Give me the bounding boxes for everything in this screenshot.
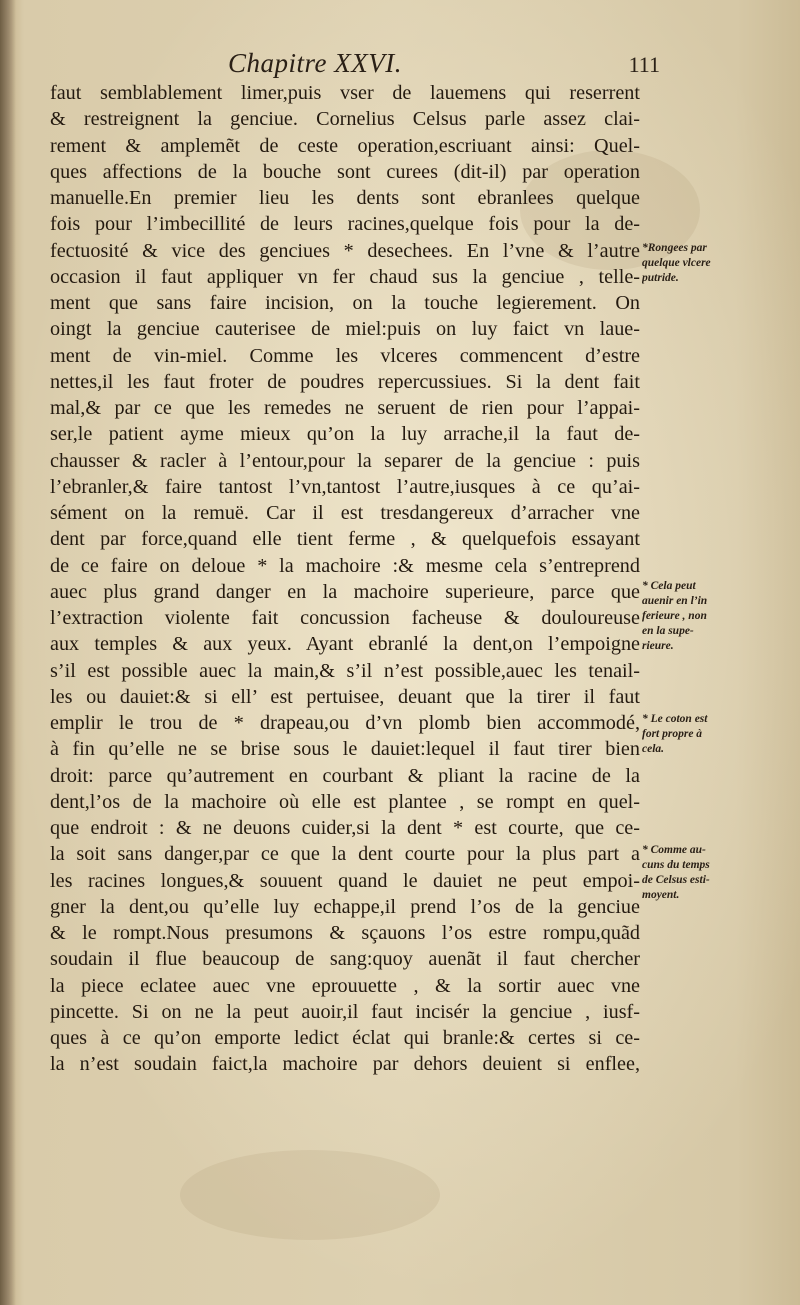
text-line: dent,l’os de la machoire où elle est plantee , se rompt en quel- xyxy=(50,790,640,813)
running-title: Chapitre XXVI. xyxy=(228,48,402,78)
margin-note-line: quelque vlcere xyxy=(642,257,711,269)
text-line: rement & amplemẽt de ceste operation,escriuant ainsi: Quel- xyxy=(50,134,640,157)
text-line: ques affections de la bouche sont curees (dit-il) par operation xyxy=(50,160,640,183)
text-line: de ce faire on deloue * la machoire :& mesme cela s’entreprend xyxy=(50,554,640,577)
margin-note-line: ferieure , non xyxy=(642,610,707,622)
margin-note xyxy=(642,579,760,654)
page-header xyxy=(228,48,660,84)
margin-note-line: * Le coton est xyxy=(642,713,708,725)
text-line: l’ebranler,& faire tantost l’vn,tantost l’autre,iusques à ce qu’ai- xyxy=(50,475,640,498)
paper-stain xyxy=(180,1150,440,1240)
text-line: droit: parce qu’autrement en courbant & pliant la racine de la xyxy=(50,764,640,787)
text-line: chausser & racler à l’entour,pour la separer de la genciue : puis xyxy=(50,449,640,472)
text-line: ques à ce qu’on emporte ledict éclat qui branle:& certes si ce- xyxy=(50,1027,640,1049)
margin-note xyxy=(642,241,760,286)
margin-note-line: rieure. xyxy=(642,640,674,652)
text-line: fectuosité & vice des genciues * desechees. En l’vne & l’autre xyxy=(50,239,640,262)
margin-note-line: fort propre à xyxy=(642,728,703,740)
body-text xyxy=(50,80,640,1078)
margin-note-line: cela. xyxy=(642,743,665,755)
text-line: pincette. Si on ne la peut auoir,il faut incisér la genciue , iusf- xyxy=(50,1000,640,1023)
margin-note-line: * Comme au- xyxy=(642,844,706,856)
page-number: 111 xyxy=(628,52,660,77)
text-line: l’extraction violente fait concussion facheuse & douloureuse xyxy=(50,607,640,629)
text-line: aux temples & aux yeux. Ayant ebranlé la dent,on l’empoigne xyxy=(50,633,640,656)
text-line: que endroit : & ne deuons cuider,si la dent * est courte, que ce- xyxy=(50,817,640,839)
text-line: à fin qu’elle ne se brise sous le dauiet:lequel il faut tirer bien xyxy=(50,738,640,761)
text-line: soudain il flue beaucoup de sang:quoy auenãt il faut chercher xyxy=(50,948,640,971)
text-line: s’il est possible auec la main,& s’il n’est possible,auec les tenail- xyxy=(50,659,640,682)
margin-note-line: *Rongees par xyxy=(642,242,707,254)
text-line: les ou dauiet:& si ell’ est pertuisee, deuant que la tirer il faut xyxy=(50,685,640,708)
margin-note-line: cuns du temps xyxy=(642,859,710,871)
page-gutter xyxy=(0,0,16,1305)
text-line: les racines longues,& souuent quand le dauiet ne peut empoi- xyxy=(50,869,640,892)
margin-note-line: de Celsus esti- xyxy=(642,874,710,886)
text-line: ment de vin-miel. Comme les vlceres commencent d’estre xyxy=(50,344,640,367)
text-line: emplir le trou de * drapeau,ou d’vn plomb bien accommodé, xyxy=(50,712,640,734)
text-line: & restreignent la genciue. Cornelius Celsus parle assez clai- xyxy=(50,108,640,131)
text-line: la piece eclatee auec vne eprouuette , & la sortir auec vne xyxy=(50,974,640,997)
text-line: manuelle.En premier lieu les dents sont ebranlees quelque xyxy=(50,187,640,209)
margin-note xyxy=(642,712,760,757)
text-line: oingt la genciue cauterisee de miel:puis on luy faict vn laue- xyxy=(50,318,640,341)
text-line: ser,le patient ayme mieux qu’on la luy arrache,il la faut de- xyxy=(50,423,640,446)
text-line: auec plus grand danger en la machoire superieure, parce que xyxy=(50,580,640,603)
text-line: nettes,il les faut froter de poudres repercussiues. Si la dent fait xyxy=(50,370,640,393)
text-line: fois pour l’imbecillité de leurs racines,quelque fois pour la de- xyxy=(50,213,640,236)
text-line: dent par force,quand elle tient ferme , & quelquefois essayant xyxy=(50,528,640,551)
text-line: sément on la remuë. Car il est tresdangereux d’arracher vne xyxy=(50,502,640,524)
text-line: mal,& par ce que les remedes ne seruent de rien pour l’appai- xyxy=(50,397,640,419)
text-line: la n’est soudain faict,la machoire par dehors deuient si enflee, xyxy=(50,1053,640,1076)
text-line: gner la dent,ou qu’elle luy echappe,il prend l’os de la genciue xyxy=(50,895,640,918)
text-line: la soit sans danger,par ce que la dent courte pour la plus part a xyxy=(50,843,640,866)
margin-note-line: * Cela peut xyxy=(642,580,696,592)
margin-note xyxy=(642,843,760,903)
text-line: occasion il faut appliquer vn fer chaud sus la genciue , telle- xyxy=(50,265,640,288)
margin-note-line: putride. xyxy=(642,272,679,284)
text-line: ment que sans faire incision, on la touche legierement. On xyxy=(50,292,640,314)
margin-note-line: en la supe- xyxy=(642,625,694,637)
margin-note-line: auenir en l’in xyxy=(642,595,708,607)
text-line: & le rompt.Nous presumons & sçauons l’os estre rompu,quãd xyxy=(50,922,640,944)
margin-note-line: moyent. xyxy=(642,889,680,901)
text-line: faut semblablement limer,puis vser de lauemens qui reserrent xyxy=(50,82,640,104)
